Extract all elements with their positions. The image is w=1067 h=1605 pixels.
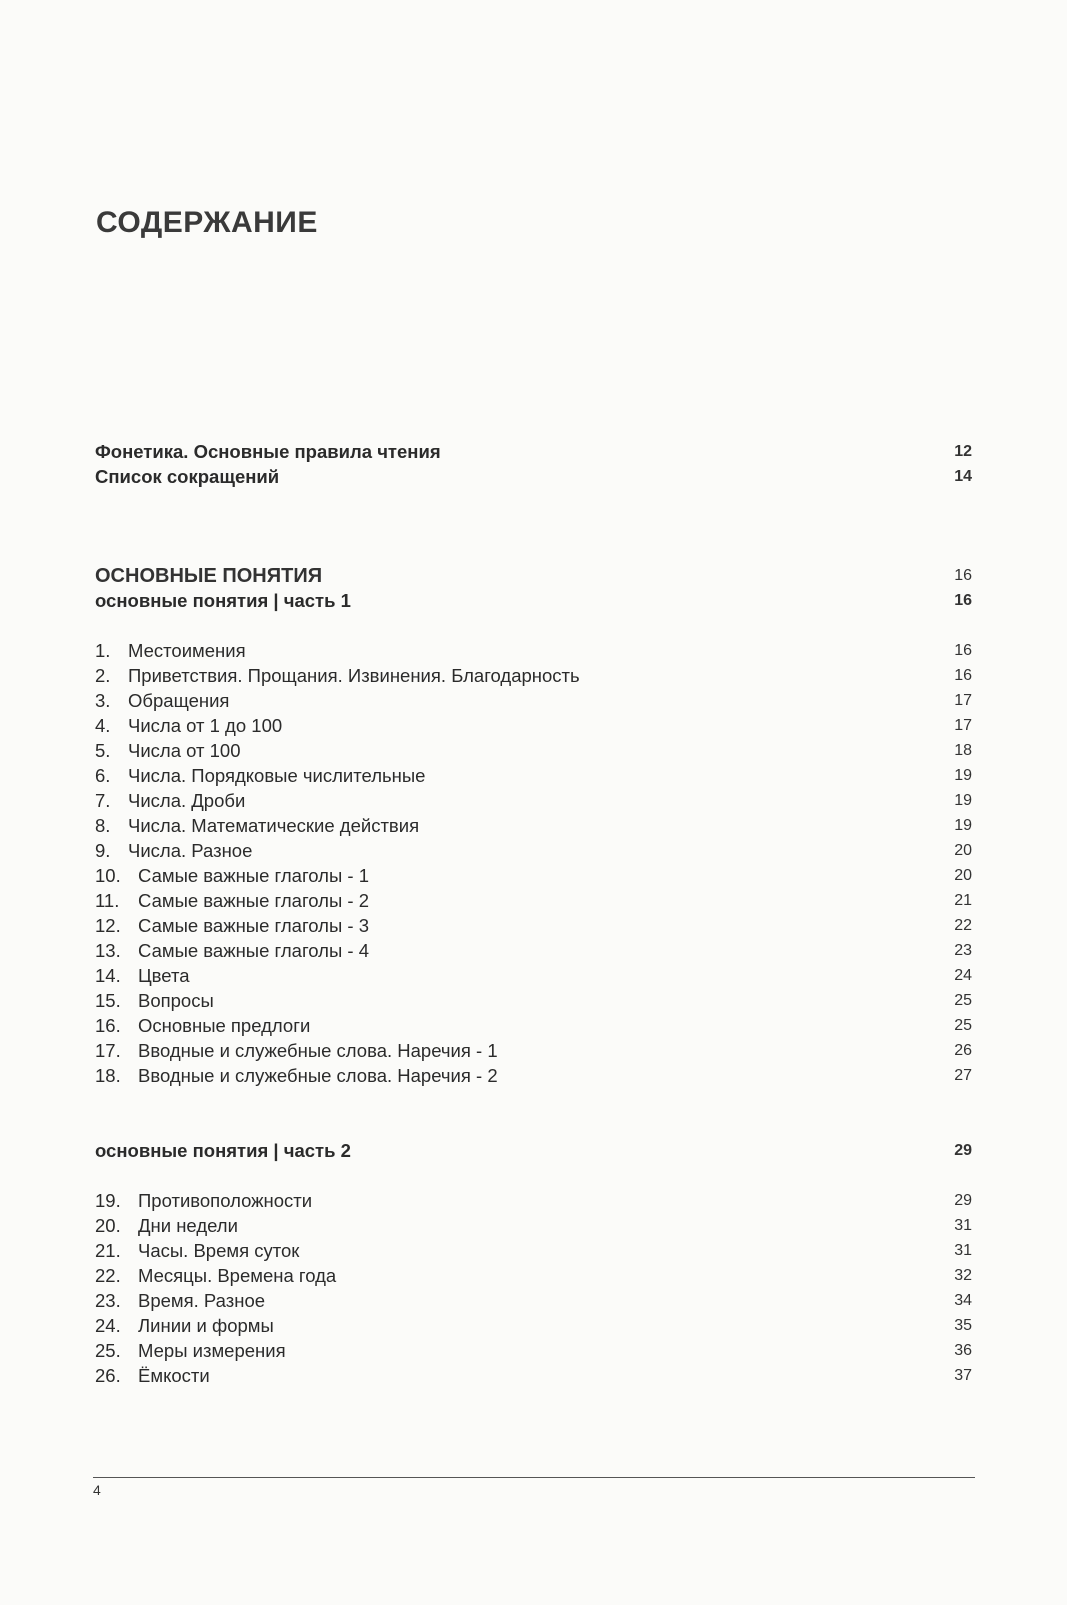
toc-item-label: Вопросы	[138, 990, 214, 1011]
toc-item-number: 2.	[95, 665, 111, 686]
toc-item-number: 8.	[95, 815, 111, 836]
toc-item-number: 14.	[95, 965, 121, 986]
toc-item-number: 10.	[95, 865, 121, 886]
toc-item-number: 13.	[95, 940, 121, 961]
toc-item-number: 5.	[95, 740, 111, 761]
toc-page-number: 36	[954, 1342, 972, 1359]
toc-item[interactable]	[95, 1064, 972, 1088]
toc-item-number: 15.	[95, 990, 121, 1011]
toc-item[interactable]	[95, 789, 972, 813]
toc-item-number: 20.	[95, 1215, 121, 1236]
toc-item[interactable]	[95, 889, 972, 913]
toc-page-number: 19	[954, 767, 972, 784]
toc-page-number: 23	[954, 942, 972, 959]
toc-page-number: 27	[954, 1067, 972, 1084]
toc-page-number: 29	[954, 1192, 972, 1209]
toc-page-number: 20	[954, 867, 972, 884]
toc-page-number: 14	[954, 468, 972, 485]
toc-item[interactable]	[95, 664, 972, 688]
toc-item-number: 21.	[95, 1240, 121, 1261]
toc-item[interactable]	[95, 1189, 972, 1213]
toc-item[interactable]	[95, 864, 972, 888]
toc-page-number: 16	[954, 667, 972, 684]
toc-item[interactable]	[95, 914, 972, 938]
toc-page-number: 20	[954, 842, 972, 859]
toc-page-number: 25	[954, 1017, 972, 1034]
toc-item-label: Вводные и служебные слова. Наречия - 2	[138, 1065, 498, 1086]
toc-item-number: 9.	[95, 840, 111, 861]
toc-item[interactable]	[95, 1239, 972, 1263]
toc-item-label: Числа. Разное	[128, 840, 253, 861]
toc-item[interactable]	[95, 639, 972, 663]
toc-item-number: 3.	[95, 690, 111, 711]
toc-item[interactable]	[95, 1339, 972, 1363]
toc-page-number: 17	[954, 692, 972, 709]
toc-item[interactable]	[95, 939, 972, 963]
toc-item-number: 16.	[95, 1015, 121, 1036]
toc-page-number: 18	[954, 742, 972, 759]
toc-item[interactable]	[95, 1314, 972, 1338]
toc-item-label: Цвета	[138, 965, 190, 986]
toc-item-label: Числа. Математические действия	[128, 815, 420, 836]
toc-page-number: 29	[954, 1142, 972, 1159]
part-title: основные понятия | часть 1	[95, 590, 351, 611]
toc-item[interactable]	[95, 714, 972, 738]
toc-page-number: 26	[954, 1042, 972, 1059]
toc-item-label: Самые важные глаголы - 2	[138, 890, 369, 911]
toc-item-number: 6.	[95, 765, 111, 786]
toc-item-label: Местоимения	[128, 640, 246, 661]
toc-part-heading-2[interactable]	[95, 1139, 972, 1163]
toc-item-label: Вводные и служебные слова. Наречия - 1	[138, 1040, 498, 1061]
toc-item-label: Противоположности	[138, 1190, 313, 1211]
toc-part-heading-1[interactable]	[95, 589, 972, 613]
toc-item-number: 11.	[95, 890, 120, 911]
toc-page-number: 32	[954, 1267, 972, 1284]
toc-page-number: 22	[954, 917, 972, 934]
toc-item-label: Самые важные глаголы - 1	[138, 865, 369, 886]
toc-item[interactable]	[95, 964, 972, 988]
toc-item-label: Дни недели	[138, 1215, 238, 1236]
toc-item-number: 12.	[95, 915, 121, 936]
toc-item[interactable]	[95, 1289, 972, 1313]
section-title: ОСНОВНЫЕ ПОНЯТИЯ	[95, 565, 323, 587]
footer-divider	[93, 1477, 975, 1478]
part-title: основные понятия | часть 2	[95, 1140, 351, 1161]
toc-page-number: 31	[954, 1217, 972, 1234]
toc-item[interactable]	[95, 1214, 972, 1238]
toc-item-label: Основные предлоги	[138, 1015, 311, 1036]
toc-item-number: 17.	[95, 1040, 121, 1061]
toc-item[interactable]	[95, 689, 972, 713]
toc-item-number: 7.	[95, 790, 111, 811]
toc-item-label: Числа от 100	[128, 740, 241, 761]
toc-item-number: 4.	[95, 715, 111, 736]
toc-item-number: 18.	[95, 1065, 121, 1086]
toc-item-label: Ёмкости	[138, 1365, 210, 1386]
toc-page-number: 25	[954, 992, 972, 1009]
toc-item-number: 23.	[95, 1290, 121, 1311]
toc-item-label: Меры измерения	[138, 1340, 286, 1361]
toc-item-label: Обращения	[128, 690, 230, 711]
toc-item-number: 24.	[95, 1315, 121, 1336]
toc-item-label: Приветствия. Прощания. Извинения. Благодарность	[128, 665, 580, 686]
toc-item-label: Месяцы. Времена года	[138, 1265, 337, 1286]
toc-item-number: 1.	[95, 640, 111, 661]
toc-item[interactable]	[95, 839, 972, 863]
toc-item-label: Время. Разное	[138, 1290, 266, 1311]
toc-page-number: 21	[954, 892, 972, 909]
footer-page-number: 4	[93, 1482, 101, 1498]
toc-page-number: 31	[954, 1242, 972, 1259]
toc-item-label: Линии и формы	[138, 1315, 274, 1336]
toc-entry-phonetics[interactable]	[95, 440, 972, 464]
toc-item-label: Числа от 1 до 100	[128, 715, 283, 736]
toc-item[interactable]	[95, 1014, 972, 1038]
toc-page-number: 16	[954, 642, 972, 659]
toc-item-label: Числа. Порядковые числительные	[128, 765, 426, 786]
toc-entry-label: Фонетика. Основные правила чтения	[95, 441, 441, 462]
toc-item-number: 25.	[95, 1340, 121, 1361]
toc-item-label: Самые важные глаголы - 4	[138, 940, 369, 961]
toc-item[interactable]	[95, 764, 972, 788]
toc-page-number: 12	[954, 443, 972, 460]
toc-item-label: Числа. Дроби	[128, 790, 246, 811]
toc-item[interactable]	[95, 814, 972, 838]
toc-entry-label: Список сокращений	[95, 466, 280, 487]
toc-page-number: 19	[954, 792, 972, 809]
toc-item[interactable]	[95, 1364, 972, 1388]
page-title: СОДЕРЖАНИЕ	[96, 206, 318, 239]
toc-page-number: 17	[954, 717, 972, 734]
toc-item[interactable]	[95, 1264, 972, 1288]
toc-item[interactable]	[95, 1039, 972, 1063]
toc-item[interactable]	[95, 989, 972, 1013]
toc-item-number: 22.	[95, 1265, 121, 1286]
toc-page-number: 37	[954, 1367, 972, 1384]
toc-page-number: 19	[954, 817, 972, 834]
toc-page-number: 34	[954, 1292, 972, 1309]
toc-item[interactable]	[95, 739, 972, 763]
toc-item-label: Часы. Время суток	[138, 1240, 300, 1261]
toc-page-number: 16	[954, 567, 972, 584]
toc-item-label: Самые важные глаголы - 3	[138, 915, 369, 936]
toc-page-number: 16	[954, 592, 972, 609]
toc-page-number: 24	[954, 967, 972, 984]
toc-item-number: 26.	[95, 1365, 121, 1386]
toc-section-heading[interactable]	[95, 564, 972, 588]
toc-item-number: 19.	[95, 1190, 121, 1211]
toc-entry-abbreviations[interactable]	[95, 465, 972, 489]
toc-page-number: 35	[954, 1317, 972, 1334]
